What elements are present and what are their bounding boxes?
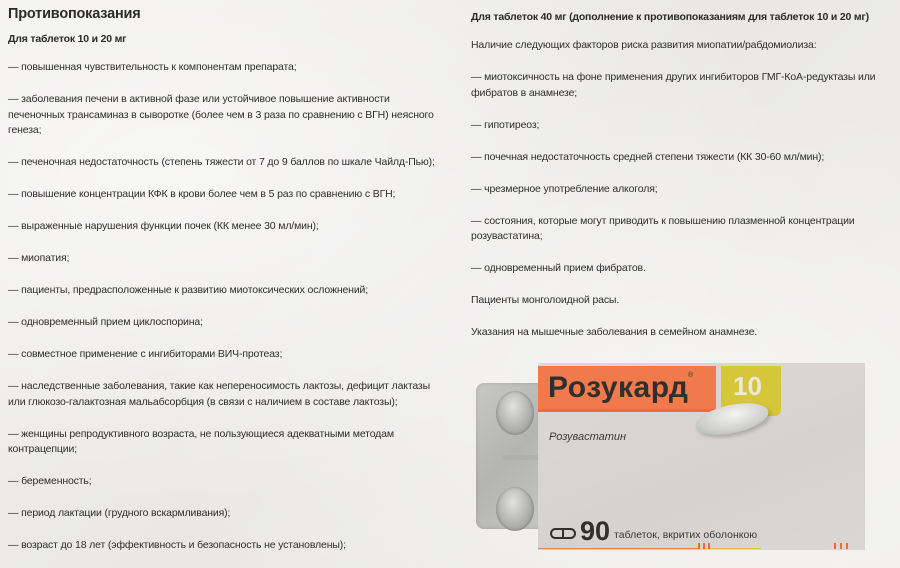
list-item: — наследственные заболевания, такие как непереносимость лактозы, дефицит лактазы или глюкозо-галактозная мальабсорбция (в связи с наличием в составе лактозы);	[8, 380, 430, 408]
list-item: — одновременный прием фибратов.	[471, 262, 646, 274]
box-bottom-stripe	[538, 546, 865, 550]
list-item: Наличие следующих факторов риска развития миопатии/рабдомиолиза:	[471, 39, 817, 51]
list-item: — печеночная недостаточность (степень тяжести от 7 до 9 баллов по шкале Чайлд-Пью);	[8, 156, 435, 168]
list-item: — беременность;	[8, 475, 92, 487]
list-item: — почечная недостаточность средней степени тяжести (КК 30-60 мл/мин);	[471, 150, 825, 163]
pill-cavity	[496, 487, 534, 531]
list-item: — чрезмерное употребление алкоголя;	[471, 182, 658, 195]
list-item: — миопатия;	[8, 252, 70, 264]
list-item: — гипотиреоз;	[471, 118, 540, 131]
list-item: — состояния, которые могут приводить к повышению плазменной концентрации розувастатина;	[471, 214, 855, 242]
list-item: — пациенты, предрасположенные к развитию миотоксических осложнений;	[8, 284, 369, 296]
section-subtitle-40mg: Для таблеток 40 мг (дополнение к противопоказаниям для таблеток 10 и 20 мг)	[471, 11, 869, 23]
list-item: — женщины репродуктивного возраста, не пользующиеся адекватными методам контрацепции;	[8, 427, 394, 455]
tablet-count	[550, 518, 757, 544]
pill-cavity	[496, 391, 534, 435]
list-item: — период лактации (грудного вскармливания);	[8, 507, 231, 519]
list-item: Указания на мышечные заболевания в семейном анамнезе.	[471, 326, 758, 338]
capsule-icon	[550, 528, 576, 539]
list-item: — повышенная чувствительность к компонентам препарата;	[8, 61, 297, 73]
generic-name: Розувастатин	[549, 431, 627, 443]
list-item: — повышение концентрации КФК в крови более чем в 5 раз по сравнению с ВГН;	[8, 188, 396, 200]
medicine-box	[538, 363, 865, 550]
list-item: — одновременный прием циклоспорина;	[8, 316, 203, 328]
contraindications-40mg-section	[471, 10, 896, 357]
count-label: таблеток, вкритих оболонкою	[614, 529, 758, 541]
count-number: 90	[580, 516, 611, 546]
registered-mark: ®	[688, 372, 694, 379]
list-item: — совместное применение с ингибиторами ВИЧ-протеаз;	[8, 348, 283, 360]
list-item: Пациенты монголоидной расы.	[471, 294, 620, 306]
brand-band	[538, 366, 716, 412]
list-item: — выраженные нарушения функции почек (КК менее 30 мл/мин);	[8, 220, 319, 232]
blister-pack	[476, 383, 546, 529]
list-item: — возраст до 18 лет (эффективность и безопасность не установлены);	[8, 539, 346, 551]
list-item: — заболевания печени в активной фазе или устойчивое повышение активности печеночных трансаминаз в сыворотке (более чем в 3 раза по сравнению с ВГН) неясного генеза;	[8, 93, 434, 136]
brand-name: Розукард	[548, 371, 689, 404]
list-item: — миотоксичность на фоне применения других ингибиторов ГМГ-КоА-редуктазы или фибратов в анамнезе;	[471, 71, 876, 99]
section-subtitle-10-20mg: Для таблеток 10 и 20 мг	[8, 33, 127, 45]
contraindications-10-20mg-section	[8, 4, 448, 568]
page-title: Противопоказания	[8, 6, 141, 22]
dose-value: 10	[733, 371, 762, 401]
product-image	[476, 363, 866, 553]
